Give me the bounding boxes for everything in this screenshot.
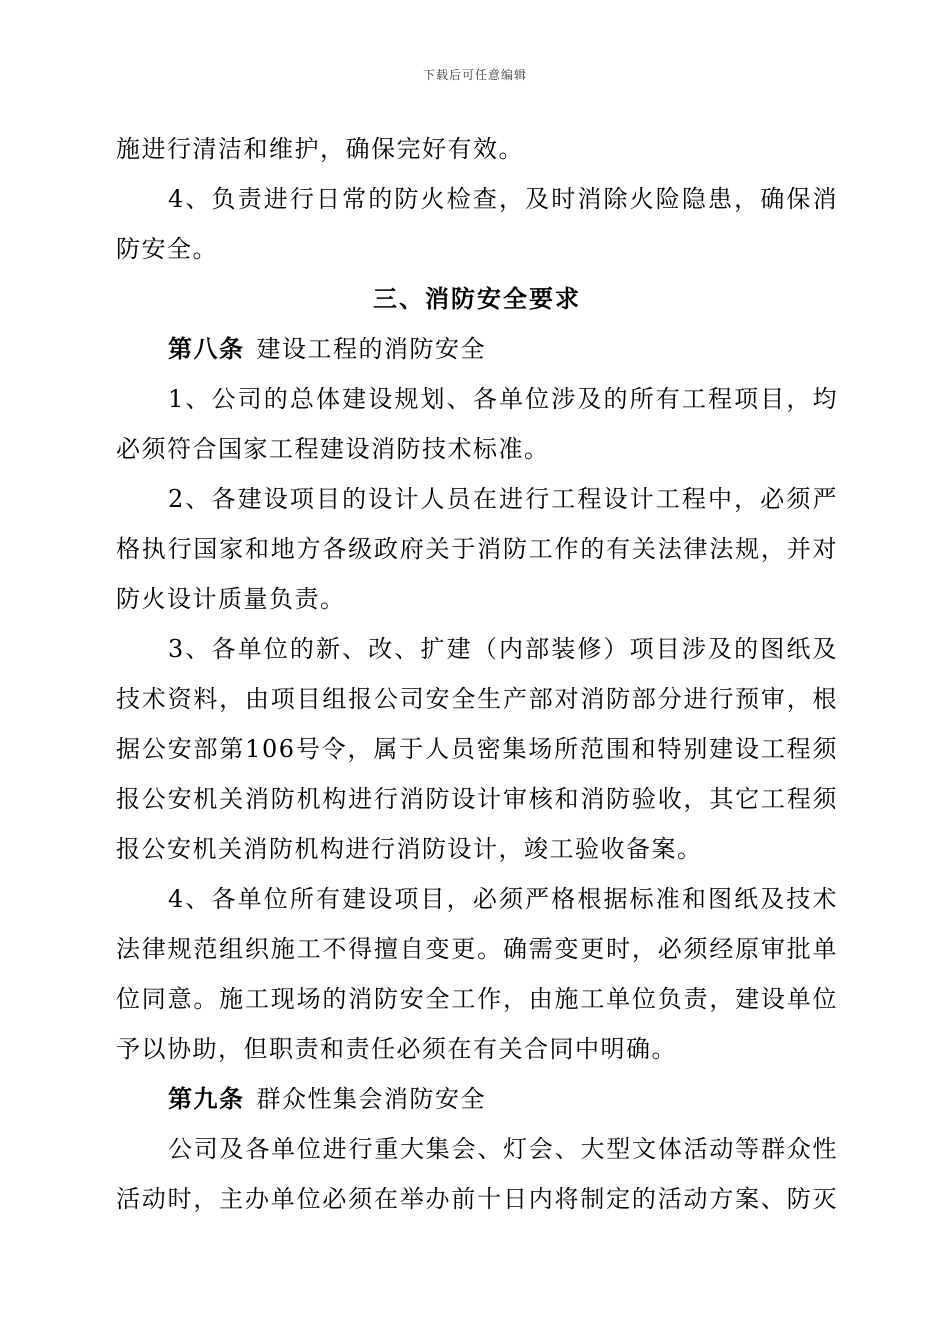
paragraph-line: 予以协助，但职责和责任必须在有关合同中明确。 [116,1035,677,1063]
paragraph [116,874,838,1074]
paragraph-line: 3、各单位的新、改、扩建（内部装修）项目涉及的图纸及 [168,635,838,663]
paragraph-line: 1、公司的总体建设规划、各单位涉及的所有工程项目，均 [168,385,838,413]
paragraph [116,174,838,274]
paragraph [116,624,838,874]
paragraph-line: 2、各建设项目的设计人员在进行工程设计工程中，必须严 [168,485,838,513]
section-heading: 三、消防安全要求 [373,284,581,313]
paragraph-line: 4、负责进行日常的防火检查，及时消除火险隐患，确保消 [168,185,838,213]
paragraph-line: 必须符合国家工程建设消防技术标准。 [116,435,550,463]
paragraph-line: 位同意。施工现场的消防安全工作，由施工单位负责，建设单位 [116,985,838,1013]
paragraph-line: 格执行国家和地方各级政府关于消防工作的有关法律法规，并对 [116,535,838,563]
paragraph-line: 公司及各单位进行重大集会、灯会、大型文体活动等群众性 [168,1135,838,1163]
paragraph-line: 活动时，主办单位必须在举办前十日内将制定的活动方案、防灭 [116,1185,838,1213]
article-heading [116,1074,838,1124]
paragraph [116,474,838,624]
paragraph [116,374,838,474]
article-title: 群众性集会消防安全 [256,1085,486,1113]
article-number: 第八条 [168,334,245,363]
paragraph-line: 法律规范组织施工不得擅自变更。确需变更时，必须经原审批单 [116,935,838,963]
paragraph-line: 报公安机关消防机构进行消防设计审核和消防验收，其它工程须 [116,785,838,813]
article-number: 第九条 [168,1084,245,1113]
paragraph-line: 施进行清洁和维护，确保完好有效。 [116,135,524,163]
paragraph-line: 防安全。 [116,235,218,263]
document-body [116,124,838,1224]
page-header-note: 下载后可任意编辑 [422,68,527,82]
article-title: 建设工程的消防安全 [256,335,486,363]
article-heading [116,324,838,374]
paragraph-line: 4、各单位所有建设项目，必须严格根据标准和图纸及技术 [168,885,838,913]
paragraph-line: 据公安部第106号令，属于人员密集场所范围和特别建设工程须 [116,735,838,763]
paragraph [116,1124,838,1224]
paragraph-line: 防火设计质量负责。 [116,585,346,613]
paragraph [116,124,838,174]
paragraph-line: 技术资料，由项目组报公司安全生产部对消防部分进行预审，根 [116,685,838,713]
paragraph-line: 报公安机关消防机构进行消防设计，竣工验收备案。 [116,835,703,863]
